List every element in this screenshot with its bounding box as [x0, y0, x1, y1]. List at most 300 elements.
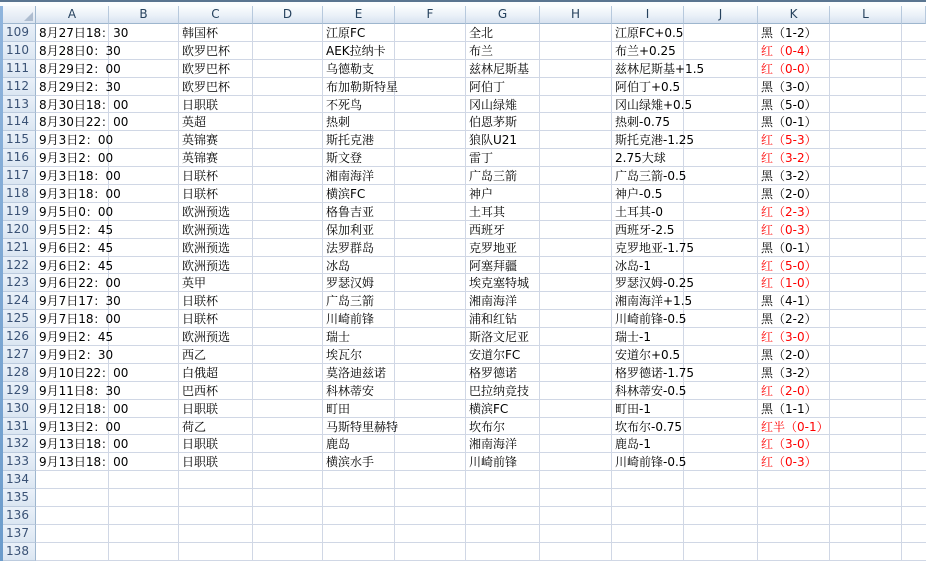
cell-J121[interactable]	[684, 239, 758, 257]
cell-D121[interactable]	[253, 239, 323, 257]
cell-C114[interactable]	[179, 113, 253, 131]
cell-partial-127[interactable]	[902, 346, 926, 364]
cell-G121[interactable]	[466, 239, 540, 257]
column-header-J[interactable]: J	[684, 6, 758, 24]
cell-H130[interactable]	[540, 400, 612, 418]
cell-H126[interactable]	[540, 328, 612, 346]
cell-I113[interactable]	[612, 96, 693, 114]
cell-F128[interactable]	[395, 364, 466, 382]
cell-H120[interactable]	[540, 221, 612, 239]
cell-G134[interactable]	[466, 471, 540, 489]
row-number-113[interactable]: 113	[0, 96, 36, 114]
cell-K109[interactable]	[758, 24, 830, 42]
cell-C134[interactable]	[179, 471, 253, 489]
cell-K129[interactable]	[758, 382, 830, 400]
row-number-131[interactable]: 131	[0, 418, 36, 436]
cell-G131[interactable]	[466, 418, 540, 436]
cell-H134[interactable]	[540, 471, 612, 489]
row-number-111[interactable]: 111	[0, 60, 36, 78]
cell-D117[interactable]	[253, 167, 323, 185]
row-number-134[interactable]: 134	[0, 471, 36, 489]
cell-L135[interactable]	[830, 489, 902, 507]
cell-B127[interactable]	[109, 346, 179, 364]
cell-partial-126[interactable]	[902, 328, 926, 346]
cell-F123[interactable]	[395, 274, 466, 292]
cell-D110[interactable]	[253, 42, 323, 60]
cell-K131[interactable]	[758, 418, 830, 436]
cell-F119[interactable]	[395, 203, 466, 221]
cell-partial-125[interactable]	[902, 310, 926, 328]
cell-E125[interactable]	[323, 310, 395, 328]
cell-B121[interactable]	[109, 239, 179, 257]
cell-L137[interactable]	[830, 525, 902, 543]
cell-I129[interactable]	[612, 382, 687, 400]
cell-C129[interactable]	[179, 382, 253, 400]
cell-E117[interactable]	[323, 167, 395, 185]
cell-G129[interactable]	[466, 382, 540, 400]
row-number-117[interactable]: 117	[0, 167, 36, 185]
cell-L120[interactable]	[830, 221, 902, 239]
cell-I125[interactable]	[612, 310, 687, 328]
cell-F129[interactable]	[395, 382, 466, 400]
cell-G125[interactable]	[466, 310, 540, 328]
cell-A129[interactable]	[36, 382, 121, 400]
cell-C123[interactable]	[179, 274, 253, 292]
cell-C130[interactable]	[179, 400, 253, 418]
row-number-110[interactable]: 110	[0, 42, 36, 60]
row-number-122[interactable]: 122	[0, 257, 36, 275]
cell-H118[interactable]	[540, 185, 612, 203]
cell-I111[interactable]	[612, 60, 705, 78]
cell-partial-130[interactable]	[902, 400, 926, 418]
cell-F133[interactable]	[395, 453, 466, 471]
cell-I112[interactable]	[612, 78, 684, 96]
cell-D123[interactable]	[253, 274, 323, 292]
cell-L112[interactable]	[830, 78, 902, 96]
cell-partial-136[interactable]	[902, 507, 926, 525]
cell-C115[interactable]	[179, 131, 253, 149]
row-number-137[interactable]: 137	[0, 525, 36, 543]
cell-A115[interactable]	[36, 131, 114, 149]
cell-A110[interactable]	[36, 42, 121, 60]
cell-L134[interactable]	[830, 471, 902, 489]
cell-I138[interactable]	[612, 543, 684, 561]
cell-H131[interactable]	[540, 418, 612, 436]
cell-J114[interactable]	[684, 113, 758, 131]
cell-H115[interactable]	[540, 131, 612, 149]
cell-A125[interactable]	[36, 310, 121, 328]
cell-C120[interactable]	[179, 221, 253, 239]
cell-D119[interactable]	[253, 203, 323, 221]
cell-D124[interactable]	[253, 292, 323, 310]
row-number-129[interactable]: 129	[0, 382, 36, 400]
cell-K135[interactable]	[758, 489, 830, 507]
cell-partial-117[interactable]	[902, 167, 926, 185]
cell-J137[interactable]	[684, 525, 758, 543]
cell-C124[interactable]	[179, 292, 253, 310]
cell-D137[interactable]	[253, 525, 323, 543]
cell-B134[interactable]	[109, 471, 179, 489]
cell-J126[interactable]	[684, 328, 758, 346]
cell-L118[interactable]	[830, 185, 902, 203]
cell-E115[interactable]	[323, 131, 395, 149]
cell-G123[interactable]	[466, 274, 540, 292]
cell-F122[interactable]	[395, 257, 466, 275]
cell-F136[interactable]	[395, 507, 466, 525]
cell-K116[interactable]	[758, 149, 830, 167]
cell-G122[interactable]	[466, 257, 540, 275]
cell-J132[interactable]	[684, 435, 758, 453]
cell-A130[interactable]	[36, 400, 129, 418]
cell-F121[interactable]	[395, 239, 466, 257]
cell-I116[interactable]	[612, 149, 684, 167]
cell-B119[interactable]	[109, 203, 179, 221]
cell-F116[interactable]	[395, 149, 466, 167]
cell-C113[interactable]	[179, 96, 253, 114]
cell-C110[interactable]	[179, 42, 253, 60]
cell-G126[interactable]	[466, 328, 540, 346]
cell-partial-112[interactable]	[902, 78, 926, 96]
cell-H111[interactable]	[540, 60, 612, 78]
cell-G115[interactable]	[466, 131, 540, 149]
cell-H123[interactable]	[540, 274, 612, 292]
cell-L111[interactable]	[830, 60, 902, 78]
cell-partial-121[interactable]	[902, 239, 926, 257]
cell-E131[interactable]	[323, 418, 399, 436]
cell-A122[interactable]	[36, 257, 114, 275]
cell-K126[interactable]	[758, 328, 830, 346]
column-header-B[interactable]: B	[109, 6, 179, 24]
cell-K111[interactable]	[758, 60, 830, 78]
cell-B120[interactable]	[109, 221, 179, 239]
cell-D132[interactable]	[253, 435, 323, 453]
cell-L133[interactable]	[830, 453, 902, 471]
cell-G111[interactable]	[466, 60, 540, 78]
cell-partial-114[interactable]	[902, 113, 926, 131]
cell-E136[interactable]	[323, 507, 395, 525]
cell-B122[interactable]	[109, 257, 179, 275]
cell-H132[interactable]	[540, 435, 612, 453]
cell-D115[interactable]	[253, 131, 323, 149]
cell-D113[interactable]	[253, 96, 323, 114]
row-number-132[interactable]: 132	[0, 435, 36, 453]
row-number-133[interactable]: 133	[0, 453, 36, 471]
cell-C131[interactable]	[179, 418, 253, 436]
cell-E118[interactable]	[323, 185, 395, 203]
cell-F111[interactable]	[395, 60, 466, 78]
cell-C109[interactable]	[179, 24, 253, 42]
cell-K128[interactable]	[758, 364, 830, 382]
row-number-115[interactable]: 115	[0, 131, 36, 149]
cell-L116[interactable]	[830, 149, 902, 167]
cell-D138[interactable]	[253, 543, 323, 561]
column-header-L[interactable]: L	[830, 6, 902, 24]
cell-B137[interactable]	[109, 525, 179, 543]
cell-A116[interactable]	[36, 149, 114, 167]
cell-I137[interactable]	[612, 525, 684, 543]
cell-E112[interactable]	[323, 78, 399, 96]
cell-I118[interactable]	[612, 185, 684, 203]
cell-partial-133[interactable]	[902, 453, 926, 471]
cell-H127[interactable]	[540, 346, 612, 364]
cell-E137[interactable]	[323, 525, 395, 543]
cell-A120[interactable]	[36, 221, 114, 239]
cell-I130[interactable]	[612, 400, 684, 418]
cell-A137[interactable]	[36, 525, 109, 543]
row-number-128[interactable]: 128	[0, 364, 36, 382]
cell-K121[interactable]	[758, 239, 830, 257]
cell-H137[interactable]	[540, 525, 612, 543]
cell-L122[interactable]	[830, 257, 902, 275]
cell-I119[interactable]	[612, 203, 684, 221]
cell-I131[interactable]	[612, 418, 684, 436]
cell-G109[interactable]	[466, 24, 540, 42]
cell-C118[interactable]	[179, 185, 253, 203]
row-number-116[interactable]: 116	[0, 149, 36, 167]
row-number-120[interactable]: 120	[0, 221, 36, 239]
cell-D116[interactable]	[253, 149, 323, 167]
cell-F115[interactable]	[395, 131, 466, 149]
cell-A111[interactable]	[36, 60, 121, 78]
cell-L127[interactable]	[830, 346, 902, 364]
cell-C116[interactable]	[179, 149, 253, 167]
cell-H122[interactable]	[540, 257, 612, 275]
cell-D130[interactable]	[253, 400, 323, 418]
cell-L110[interactable]	[830, 42, 902, 60]
cell-I115[interactable]	[612, 131, 695, 149]
cell-H113[interactable]	[540, 96, 612, 114]
column-header-D[interactable]: D	[253, 6, 323, 24]
cell-J130[interactable]	[684, 400, 758, 418]
cell-J123[interactable]	[684, 274, 758, 292]
cell-H128[interactable]	[540, 364, 612, 382]
cell-K114[interactable]	[758, 113, 830, 131]
cell-G135[interactable]	[466, 489, 540, 507]
cell-I135[interactable]	[612, 489, 684, 507]
cell-D134[interactable]	[253, 471, 323, 489]
cell-E138[interactable]	[323, 543, 395, 561]
row-number-135[interactable]: 135	[0, 489, 36, 507]
cell-B126[interactable]	[109, 328, 179, 346]
row-number-119[interactable]: 119	[0, 203, 36, 221]
cell-I121[interactable]	[612, 239, 695, 257]
cell-L125[interactable]	[830, 310, 902, 328]
cell-J112[interactable]	[684, 78, 758, 96]
cell-C122[interactable]	[179, 257, 253, 275]
cell-A133[interactable]	[36, 453, 129, 471]
cell-I136[interactable]	[612, 507, 684, 525]
cell-A132[interactable]	[36, 435, 129, 453]
cell-A117[interactable]	[36, 167, 121, 185]
cell-J125[interactable]	[684, 310, 758, 328]
cell-C135[interactable]	[179, 489, 253, 507]
cell-A138[interactable]	[36, 543, 109, 561]
cell-J138[interactable]	[684, 543, 758, 561]
cell-G120[interactable]	[466, 221, 540, 239]
cell-K137[interactable]	[758, 525, 830, 543]
cell-H124[interactable]	[540, 292, 612, 310]
cell-D126[interactable]	[253, 328, 323, 346]
cell-H109[interactable]	[540, 24, 612, 42]
cell-K112[interactable]	[758, 78, 830, 96]
row-number-125[interactable]: 125	[0, 310, 36, 328]
cell-partial-119[interactable]	[902, 203, 926, 221]
cell-K132[interactable]	[758, 435, 830, 453]
cell-D112[interactable]	[253, 78, 323, 96]
cell-G110[interactable]	[466, 42, 540, 60]
cell-F117[interactable]	[395, 167, 466, 185]
cell-D122[interactable]	[253, 257, 323, 275]
cell-L126[interactable]	[830, 328, 902, 346]
cell-A136[interactable]	[36, 507, 109, 525]
cell-partial-120[interactable]	[902, 221, 926, 239]
cell-J113[interactable]	[684, 96, 758, 114]
cell-K134[interactable]	[758, 471, 830, 489]
cell-K113[interactable]	[758, 96, 830, 114]
cell-L115[interactable]	[830, 131, 902, 149]
row-number-126[interactable]: 126	[0, 328, 36, 346]
cell-I117[interactable]	[612, 167, 687, 185]
cell-F127[interactable]	[395, 346, 466, 364]
cell-G136[interactable]	[466, 507, 540, 525]
cell-K122[interactable]	[758, 257, 830, 275]
cell-E127[interactable]	[323, 346, 395, 364]
cell-C112[interactable]	[179, 78, 253, 96]
cell-G137[interactable]	[466, 525, 540, 543]
column-header-F[interactable]: F	[395, 6, 466, 24]
cell-E132[interactable]	[323, 435, 395, 453]
row-number-127[interactable]: 127	[0, 346, 36, 364]
cell-J109[interactable]	[684, 24, 758, 42]
cell-L114[interactable]	[830, 113, 902, 131]
cell-I134[interactable]	[612, 471, 684, 489]
cell-C117[interactable]	[179, 167, 253, 185]
cell-F138[interactable]	[395, 543, 466, 561]
cell-F130[interactable]	[395, 400, 466, 418]
cell-J124[interactable]	[684, 292, 758, 310]
cell-L119[interactable]	[830, 203, 902, 221]
cell-K127[interactable]	[758, 346, 830, 364]
cell-A119[interactable]	[36, 203, 114, 221]
cell-K117[interactable]	[758, 167, 830, 185]
cell-L131[interactable]	[830, 418, 902, 436]
cell-K110[interactable]	[758, 42, 830, 60]
cell-G138[interactable]	[466, 543, 540, 561]
cell-K138[interactable]	[758, 543, 830, 561]
cell-F118[interactable]	[395, 185, 466, 203]
cell-E114[interactable]	[323, 113, 395, 131]
cell-J136[interactable]	[684, 507, 758, 525]
cell-I127[interactable]	[612, 346, 684, 364]
cell-H110[interactable]	[540, 42, 612, 60]
cell-A135[interactable]	[36, 489, 109, 507]
column-header-A[interactable]: A	[36, 6, 109, 24]
cell-A121[interactable]	[36, 239, 114, 257]
cell-A123[interactable]	[36, 274, 121, 292]
cell-F135[interactable]	[395, 489, 466, 507]
cell-E123[interactable]	[323, 274, 395, 292]
cell-J128[interactable]	[684, 364, 758, 382]
cell-F131[interactable]	[395, 418, 466, 436]
cell-F120[interactable]	[395, 221, 466, 239]
cell-L132[interactable]	[830, 435, 902, 453]
cell-H117[interactable]	[540, 167, 612, 185]
cell-B135[interactable]	[109, 489, 179, 507]
cell-D129[interactable]	[253, 382, 323, 400]
cell-A124[interactable]	[36, 292, 121, 310]
cell-H116[interactable]	[540, 149, 612, 167]
cell-partial-110[interactable]	[902, 42, 926, 60]
cell-D118[interactable]	[253, 185, 323, 203]
cell-L129[interactable]	[830, 382, 902, 400]
cell-F109[interactable]	[395, 24, 466, 42]
column-header-I[interactable]: I	[612, 6, 684, 24]
cell-I123[interactable]	[612, 274, 695, 292]
cell-partial-134[interactable]	[902, 471, 926, 489]
cell-partial-109[interactable]	[902, 24, 926, 42]
cell-partial-128[interactable]	[902, 364, 926, 382]
cell-C111[interactable]	[179, 60, 253, 78]
cell-G128[interactable]	[466, 364, 540, 382]
cell-E109[interactable]	[323, 24, 395, 42]
cell-C126[interactable]	[179, 328, 253, 346]
cell-I133[interactable]	[612, 453, 687, 471]
cell-I122[interactable]	[612, 257, 684, 275]
cell-A134[interactable]	[36, 471, 109, 489]
cell-E122[interactable]	[323, 257, 395, 275]
row-number-114[interactable]: 114	[0, 113, 36, 131]
row-number-124[interactable]: 124	[0, 292, 36, 310]
cell-G130[interactable]	[466, 400, 540, 418]
cell-I120[interactable]	[612, 221, 684, 239]
cell-partial-135[interactable]	[902, 489, 926, 507]
cell-H133[interactable]	[540, 453, 612, 471]
cell-G118[interactable]	[466, 185, 540, 203]
cell-J127[interactable]	[684, 346, 758, 364]
cell-partial-131[interactable]	[902, 418, 926, 436]
cell-E133[interactable]	[323, 453, 395, 471]
cell-L138[interactable]	[830, 543, 902, 561]
cell-J133[interactable]	[684, 453, 758, 471]
cell-A131[interactable]	[36, 418, 121, 436]
cell-I126[interactable]	[612, 328, 684, 346]
cell-partial-137[interactable]	[902, 525, 926, 543]
cell-E129[interactable]	[323, 382, 395, 400]
cell-G132[interactable]	[466, 435, 540, 453]
cell-I132[interactable]	[612, 435, 684, 453]
cell-L121[interactable]	[830, 239, 902, 257]
cell-E134[interactable]	[323, 471, 395, 489]
cell-J131[interactable]	[684, 418, 758, 436]
cell-K133[interactable]	[758, 453, 830, 471]
cell-E124[interactable]	[323, 292, 395, 310]
row-number-123[interactable]: 123	[0, 274, 36, 292]
cell-partial-122[interactable]	[902, 257, 926, 275]
row-number-112[interactable]: 112	[0, 78, 36, 96]
cell-H138[interactable]	[540, 543, 612, 561]
cell-E121[interactable]	[323, 239, 395, 257]
cell-E126[interactable]	[323, 328, 395, 346]
cell-A109[interactable]	[36, 24, 129, 42]
cell-C127[interactable]	[179, 346, 253, 364]
cell-L123[interactable]	[830, 274, 902, 292]
cell-partial-124[interactable]	[902, 292, 926, 310]
row-number-118[interactable]: 118	[0, 185, 36, 203]
cell-partial-132[interactable]	[902, 435, 926, 453]
cell-E110[interactable]	[323, 42, 395, 60]
cell-C128[interactable]	[179, 364, 253, 382]
cell-I128[interactable]	[612, 364, 695, 382]
